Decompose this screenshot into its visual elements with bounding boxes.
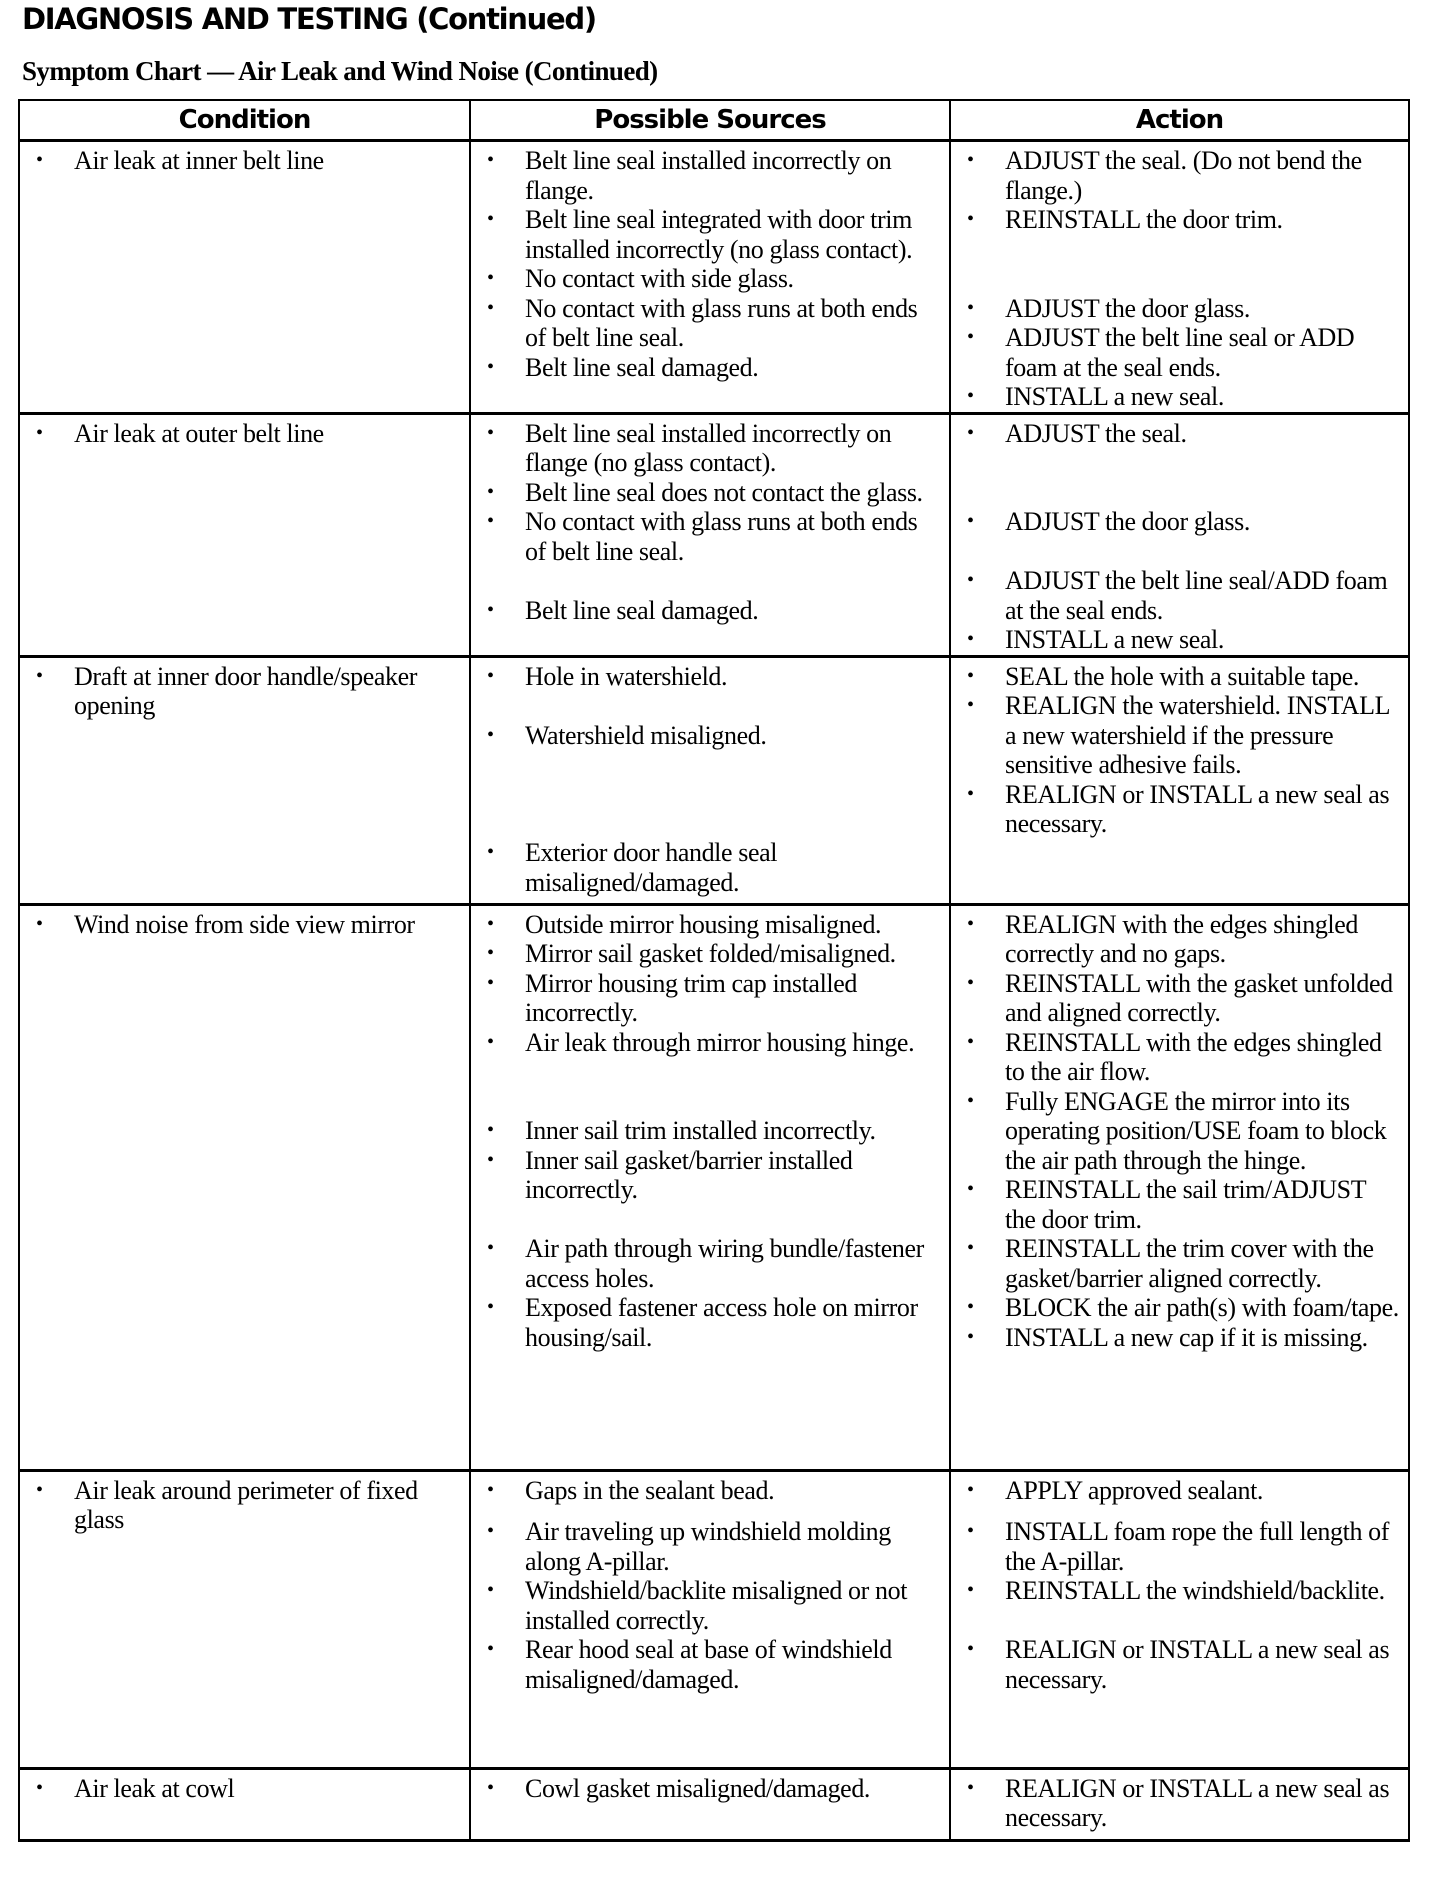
bullet-icon: • [967, 1325, 974, 1348]
action-item [951, 1293, 1408, 1323]
action-text: ADJUST the belt line seal or ADD foam at the seal ends. [1005, 323, 1355, 382]
action-text: REINSTALL the door trim. [1005, 205, 1283, 234]
bullet-icon: • [967, 1030, 974, 1053]
action-item [951, 382, 1408, 412]
source-text: Gaps in the sealant bead. [525, 1475, 775, 1505]
bullet-icon: • [36, 664, 43, 687]
condition-text: Wind noise from side view mirror [74, 909, 415, 939]
bullet-icon: • [487, 1776, 494, 1799]
source-text: Cowl gasket misaligned/damaged. [525, 1773, 871, 1803]
action-text: Fully ENGAGE the mirror into its operating position/USE foam to block the air path through the hinge. [1005, 1086, 1387, 1175]
source-item [471, 939, 949, 969]
source-item [471, 838, 949, 897]
bullet-icon: • [967, 664, 974, 687]
bullet-icon: • [487, 149, 494, 171]
source-text: Exterior door handle seal misaligned/damaged. [525, 838, 778, 897]
action-item [951, 1576, 1408, 1606]
bullet-icon: • [487, 664, 494, 687]
source-text: No contact with glass runs at both ends of belt line seal. [525, 293, 918, 352]
action-item [951, 780, 1408, 839]
action-text: REALIGN with the edges shingled correctly and no gaps. [1005, 909, 1358, 968]
condition-cell [19, 904, 470, 1470]
source-item [471, 294, 949, 353]
action-text: ADJUST the seal. (Do not bend the flange.) [1005, 146, 1362, 205]
column-header-possible-sources: Possible Sources [470, 100, 950, 141]
table-row [19, 141, 1409, 414]
bullet-icon: • [487, 942, 494, 964]
sources-cell [470, 1768, 950, 1840]
bullet-icon: • [36, 421, 43, 444]
source-item [471, 969, 949, 1028]
source-text: Inner sail trim installed incorrectly. [525, 1116, 876, 1145]
bullet-icon: • [487, 1030, 494, 1053]
action-text: REINSTALL with the gasket unfolded and aligned correctly. [1005, 968, 1393, 1027]
bullet-icon: • [487, 355, 494, 378]
condition-item [20, 1774, 469, 1804]
condition-cell [19, 1470, 470, 1768]
bullet-icon: • [967, 1520, 974, 1542]
bullet-icon: • [967, 569, 974, 591]
source-item [471, 419, 949, 478]
action-item [951, 969, 1408, 1028]
bullet-icon: • [967, 1296, 974, 1318]
source-text: Belt line seal installed incorrectly on flange (no glass contact). [525, 418, 892, 477]
action-text: ADJUST the door glass. [1005, 507, 1250, 536]
bullet-icon: • [967, 208, 974, 230]
source-text: Rear hood seal at base of windshield misaligned/damaged. [525, 1635, 892, 1694]
bullet-icon: • [487, 723, 494, 746]
action-item [951, 323, 1408, 382]
bullet-icon: • [967, 782, 974, 805]
condition-cell [19, 413, 470, 656]
bullet-icon: • [487, 1520, 494, 1542]
bullet-icon: • [487, 267, 494, 289]
action-item [951, 1476, 1408, 1506]
source-text: Exposed fastener access hole on mirror housing/sail. [525, 1293, 918, 1352]
bullet-icon: • [487, 296, 494, 319]
source-text: Belt line seal integrated with door trim installed incorrectly (no glass contact). [525, 205, 913, 264]
sources-cell [470, 656, 950, 904]
source-item [471, 478, 949, 508]
bullet-icon: • [487, 208, 494, 230]
sources-cell [470, 141, 950, 414]
bullet-icon: • [967, 421, 974, 444]
table-row [19, 413, 1409, 656]
source-item [471, 1576, 949, 1635]
bullet-icon: • [967, 1178, 974, 1200]
table-row [19, 1470, 1409, 1768]
action-text: INSTALL foam rope the full length of the A-pillar. [1005, 1517, 1390, 1576]
column-header-action: Action [950, 100, 1409, 141]
action-text: REINSTALL the windshield/backlite. [1005, 1576, 1385, 1605]
bullet-icon: • [487, 598, 494, 621]
source-item [471, 1774, 949, 1804]
condition-text: Air leak around perimeter of fixed glass [74, 1475, 418, 1534]
source-text: Mirror sail gasket folded/misaligned. [525, 939, 896, 968]
bullet-icon: • [487, 841, 494, 863]
bullet-icon: • [487, 510, 494, 532]
bullet-icon: • [487, 971, 494, 994]
source-item [471, 1028, 949, 1058]
action-text: REINSTALL with the edges shingled to the air flow. [1005, 1027, 1382, 1086]
source-item [471, 146, 949, 205]
action-item [951, 910, 1408, 969]
bullet-icon: • [967, 628, 974, 650]
action-text: ADJUST the seal. [1005, 418, 1187, 448]
action-text: APPLY approved sealant. [1005, 1475, 1264, 1505]
symptom-chart-table [18, 99, 1410, 1842]
source-item [471, 353, 949, 383]
sources-cell [470, 413, 950, 656]
action-item [951, 1175, 1408, 1234]
source-text: Belt line seal damaged. [525, 352, 759, 382]
source-text: Belt line seal does not contact the glass. [525, 477, 923, 507]
actions-cell [950, 1470, 1409, 1768]
actions-cell [950, 141, 1409, 414]
action-text: REINSTALL the trim cover with the gasket/barrier aligned correctly. [1005, 1234, 1374, 1293]
bullet-icon: • [36, 1776, 43, 1799]
source-text: Watershield misaligned. [525, 720, 767, 750]
source-item [471, 596, 949, 626]
source-text: Air traveling up windshield molding along A-pillar. [525, 1517, 891, 1576]
condition-cell [19, 1768, 470, 1840]
action-item [951, 691, 1408, 780]
bullet-icon: • [487, 1237, 494, 1259]
bullet-icon: • [487, 1579, 494, 1601]
action-item [951, 662, 1408, 692]
bullet-icon: • [487, 1478, 494, 1501]
action-text: REALIGN or INSTALL a new seal as necessary. [1005, 1635, 1390, 1694]
source-item [471, 264, 949, 294]
action-item [951, 1234, 1408, 1293]
action-item [951, 1517, 1408, 1576]
bullet-icon: • [967, 1237, 974, 1259]
bullet-icon: • [967, 694, 974, 716]
source-text: Windshield/backlite misaligned or not installed correctly. [525, 1576, 908, 1635]
action-item [951, 1635, 1408, 1694]
bullet-icon: • [967, 1776, 974, 1799]
actions-cell [950, 656, 1409, 904]
action-item [951, 205, 1408, 235]
action-item [951, 625, 1408, 655]
source-text: Outside mirror housing misaligned. [525, 909, 882, 939]
source-item [471, 1234, 949, 1293]
condition-cell [19, 656, 470, 904]
source-item [471, 1293, 949, 1352]
source-text: Hole in watershield. [525, 661, 728, 691]
table-row [19, 656, 1409, 904]
action-text: REALIGN or INSTALL a new seal as necessary. [1005, 779, 1390, 838]
condition-text: Air leak at outer belt line [74, 418, 324, 448]
condition-item [20, 662, 469, 721]
action-item [951, 1028, 1408, 1087]
bullet-icon: • [36, 1478, 43, 1501]
bullet-icon: • [36, 912, 43, 935]
action-text: ADJUST the belt line seal/ADD foam at the seal ends. [1005, 566, 1388, 625]
action-text: ADJUST the door glass. [1005, 293, 1250, 323]
bullet-icon: • [967, 1638, 974, 1660]
source-item [471, 662, 949, 692]
condition-cell [19, 141, 470, 414]
condition-text: Air leak at inner belt line [74, 146, 324, 175]
source-item [471, 1635, 949, 1694]
condition-item [20, 910, 469, 940]
action-text: REALIGN or INSTALL a new seal as necessary. [1005, 1773, 1390, 1832]
action-item [951, 146, 1408, 205]
section-header: DIAGNOSIS AND TESTING (Continued) [22, 2, 596, 36]
source-text: Belt line seal installed incorrectly on flange. [525, 146, 892, 205]
bullet-icon: • [967, 510, 974, 532]
actions-cell [950, 413, 1409, 656]
bullet-icon: • [36, 149, 43, 171]
action-text: REALIGN the watershield. INSTALL a new watershield if the pressure sensitive adhesive fails. [1005, 691, 1390, 779]
action-text: INSTALL a new cap if it is missing. [1005, 1322, 1368, 1352]
action-item [951, 507, 1408, 537]
source-item [471, 507, 949, 566]
condition-text: Draft at inner door handle/speaker opening [74, 661, 418, 720]
source-item [471, 721, 949, 751]
condition-item [20, 419, 469, 449]
bullet-icon: • [487, 912, 494, 935]
sources-cell [470, 1470, 950, 1768]
actions-cell [950, 1768, 1409, 1840]
action-item [951, 1774, 1408, 1833]
source-item [471, 205, 949, 264]
bullet-icon: • [487, 1638, 494, 1660]
source-text: No contact with glass runs at both ends of belt line seal. [525, 507, 918, 566]
bullet-icon: • [967, 149, 974, 171]
action-item [951, 419, 1408, 449]
source-item [471, 910, 949, 940]
chart-title: Symptom Chart — Air Leak and Wind Noise (Continued) [22, 56, 658, 86]
bullet-icon: • [967, 326, 974, 348]
source-item [471, 1146, 949, 1205]
action-text: SEAL the hole with a suitable tape. [1005, 661, 1359, 691]
table-header-row [19, 100, 1409, 141]
bullet-icon: • [487, 421, 494, 444]
bullet-icon: • [967, 1579, 974, 1601]
action-text: INSTALL a new seal. [1005, 625, 1224, 654]
source-text: Air leak through mirror housing hinge. [525, 1027, 915, 1057]
bullet-icon: • [487, 1296, 494, 1318]
source-item [471, 1476, 949, 1506]
bullet-icon: • [967, 971, 974, 994]
bullet-icon: • [487, 1148, 494, 1171]
table-row [19, 904, 1409, 1470]
sources-cell [470, 904, 950, 1470]
action-item [951, 1323, 1408, 1353]
source-text: No contact with side glass. [525, 264, 794, 293]
bullet-icon: • [967, 1478, 974, 1501]
bullet-icon: • [967, 385, 974, 407]
condition-item [20, 146, 469, 176]
action-item [951, 566, 1408, 625]
condition-text: Air leak at cowl [74, 1773, 235, 1803]
column-header-condition: Condition [19, 100, 470, 141]
action-item [951, 1087, 1408, 1176]
table-row [19, 1768, 1409, 1840]
bullet-icon: • [967, 912, 974, 935]
document-page [18, 0, 1422, 1904]
bullet-icon: • [487, 1119, 494, 1141]
action-text: REINSTALL the sail trim/ADJUST the door trim. [1005, 1175, 1366, 1234]
source-item [471, 1517, 949, 1576]
action-item [951, 294, 1408, 324]
condition-item [20, 1476, 469, 1535]
source-text: Belt line seal damaged. [525, 595, 759, 625]
source-text: Air path through wiring bundle/fastener access holes. [525, 1234, 924, 1293]
bullet-icon: • [967, 1089, 974, 1112]
bullet-icon: • [487, 480, 494, 503]
source-item [471, 1116, 949, 1146]
bullet-icon: • [967, 296, 974, 319]
actions-cell [950, 904, 1409, 1470]
action-text: INSTALL a new seal. [1005, 382, 1224, 411]
action-text: BLOCK the air path(s) with foam/tape. [1005, 1293, 1399, 1322]
source-text: Inner sail gasket/barrier installed incorrectly. [525, 1145, 853, 1204]
source-text: Mirror housing trim cap installed incorrectly. [525, 968, 857, 1027]
